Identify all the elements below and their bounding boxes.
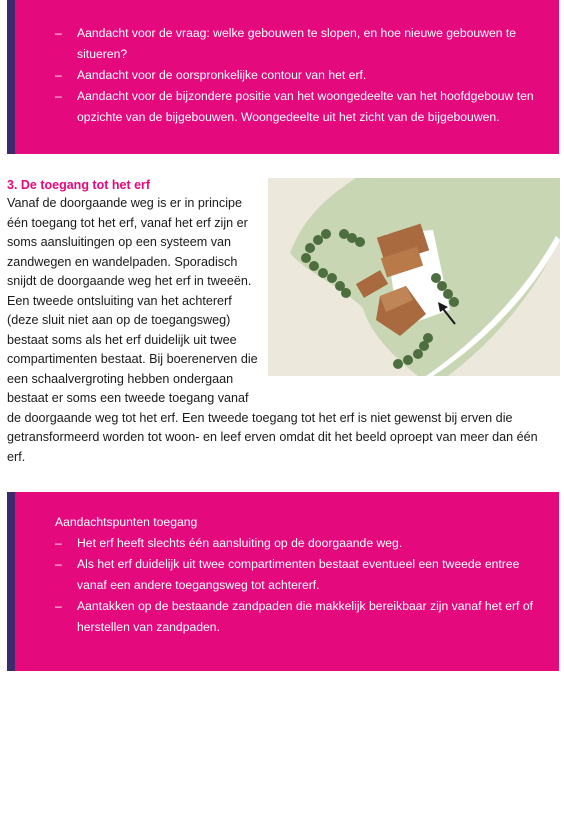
list-dash: – bbox=[55, 557, 62, 571]
list-dash: – bbox=[55, 89, 62, 103]
list-item-text: Het erf heeft slechts één aansluiting op de doorgaande weg. bbox=[77, 536, 403, 550]
section-body-text: Vanaf de doorgaande weg is er in principe één toegang tot het erf, vanaf het erf zijn er soms aansluitingen op een systeem van zandwegen en wandelpaden. Sporadisch snijdt de doorgaande weg het erf in tweeën. Een tweede ontsluiting van het achtererf (deze sluit niet aan op de toegangsweg) bestaat soms als het erf duidelijk uit twee compartimenten bestaat. Bij boerenerven die een schaalvergroting hebben ondergaan bestaat er soms een tweede toegang vanaf de doorgaande weg tot het erf. Een tweede toegang tot het erf is niet gewenst bij erven die getransformeerd worden tot woon- en leef erven omdat dit het beeld oproept van meer dan één erf. bbox=[7, 196, 538, 464]
list-item bbox=[55, 23, 545, 65]
list-dash: – bbox=[55, 536, 62, 550]
yard-map-illustration bbox=[268, 178, 560, 376]
list-item-text: Als het erf duidelijk uit twee compartimenten bestaat eventueel een tweede entree vanaf een andere toegangsweg tot achtererf. bbox=[77, 557, 520, 592]
box-accent-stripe bbox=[7, 0, 15, 154]
list-dash: – bbox=[55, 26, 62, 40]
list-item-text: Aantakken op de bestaande zandpaden die makkelijk bereikbaar zijn vanaf het erf of herstellen van zandpaden. bbox=[77, 599, 533, 634]
list-dash: – bbox=[55, 599, 62, 613]
attention-box-title: Aandachtspunten toegang bbox=[55, 515, 198, 529]
attention-list bbox=[55, 533, 545, 638]
list-item bbox=[55, 86, 545, 128]
attention-list bbox=[55, 23, 545, 128]
list-item-text: Aandacht voor de bijzondere positie van het woongedeelte van het hoofdgebouw ten opzichte van de bijgebouwen. Woongedeelte uit het zicht van de bijgebouwen. bbox=[77, 89, 534, 124]
attention-box-access bbox=[7, 492, 559, 671]
list-item bbox=[55, 596, 545, 638]
attention-box-design bbox=[7, 0, 559, 154]
list-item bbox=[55, 533, 545, 554]
list-item bbox=[55, 65, 545, 86]
list-dash: – bbox=[55, 68, 62, 82]
list-item bbox=[55, 554, 545, 596]
section-heading: 3. De toegang tot het erf bbox=[7, 178, 151, 192]
list-item-text: Aandacht voor de vraag: welke gebouwen te slopen, en hoe nieuwe gebouwen te situeren? bbox=[77, 26, 517, 61]
list-item-text: Aandacht voor de oorspronkelijke contour van het erf. bbox=[77, 68, 367, 82]
box-accent-stripe bbox=[7, 492, 15, 671]
